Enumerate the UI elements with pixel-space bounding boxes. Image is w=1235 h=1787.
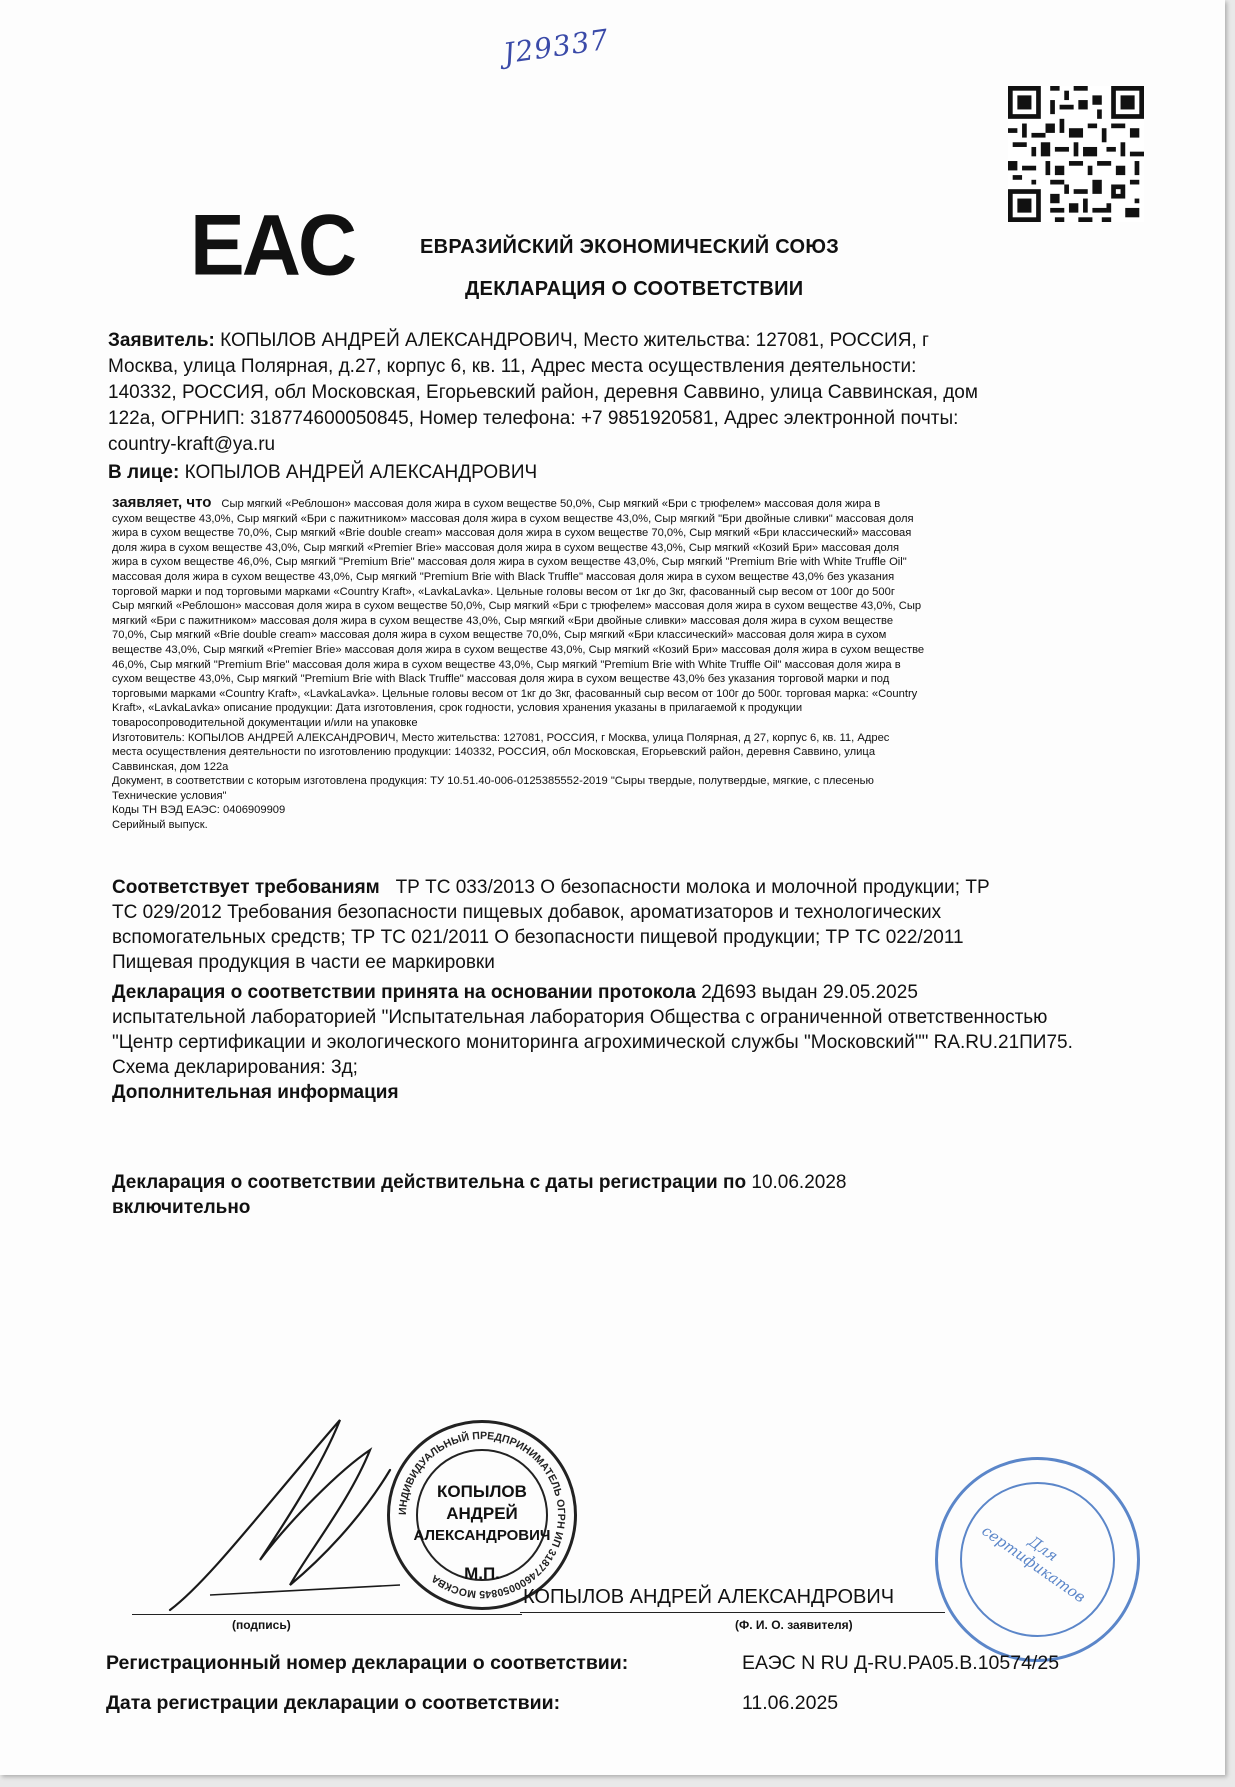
declares-line: мягкий «Бри с пажитником» массовая доля жира в сухом веществе 43,0%, Сыр мягкий «Бри двойные сливки» массовая доля жира в сухом веществе: [112, 614, 894, 627]
handwritten-number: J29337: [501, 22, 612, 71]
name-line: [520, 1612, 945, 1613]
manufacturer-label: Изготовитель:: [112, 731, 185, 744]
registration-date: 11.06.2025: [742, 1692, 839, 1714]
declares-line: сухом веществе 43,0%, Сыр мягкий «Бри с пажитником» массовая доля жира в сухом веществе 43,0%, Сыр мягкий "Бри двойные сливки" массовая доля: [112, 512, 914, 525]
applicant-line: КОПЫЛОВ АНДРЕЙ АЛЕКСАНДРОВИЧ, Место жительства: 127081, РОССИЯ, г: [220, 330, 929, 351]
basis-block: [112, 980, 1132, 1080]
blue-stamp: [935, 1457, 1140, 1662]
declares-line: Kraft», «LavkaLavka» описание продукции: Дата изготовления, срок годности, условия хранения указаны в прилагаемой к продукции: [112, 702, 803, 715]
validity-suffix: включительно: [112, 1197, 251, 1218]
serial-release: Серийный выпуск.: [112, 819, 208, 832]
declares-line: 70,0%, Сыр мягкий «Brie double cream» массовая доля жира в сухом веществе 70,0%, Сыр мягкий «Бри классический» массовая доля жира в сухом: [112, 629, 887, 642]
declares-line: сухом веществе 43,0%, Сыр мягкий "Premium Brie with Black Truffle" массовая доля жира в сухом веществе 43,0% без указания торговой марки и под: [112, 673, 890, 686]
basis-label: Декларация о соответствии принята на основании протокола: [112, 982, 696, 1003]
basis-line: Схема декларирования: 3д;: [112, 1057, 358, 1078]
representative-block: [108, 460, 1118, 486]
manufacturer-line: места осуществления деятельности по изготовлению продукции: 140332, РОССИЯ, обл Московская, Егорьевский район, деревня Саввино, улица: [112, 746, 876, 759]
validity-block: [112, 1170, 1132, 1220]
seal-mp: М.П.: [464, 1564, 500, 1583]
declares-label: заявляет, что: [112, 494, 212, 511]
blue-stamp-text: Для сертификатов: [978, 1521, 1089, 1607]
conformity-line: ТР ТС 033/2013 О безопасности молока и молочной продукции; ТР: [395, 877, 990, 898]
applicant-label: Заявитель:: [108, 330, 215, 351]
applicant-line: 140332, РОССИЯ, обл Московская, Егорьевский район, деревня Саввино, улица Саввинская, дом: [108, 382, 978, 403]
union-title: ЕВРАЗИЙСКИЙ ЭКОНОМИЧЕСКИЙ СОЮЗ: [420, 236, 840, 258]
basis-line: 2Д693 выдан 29.05.2025: [701, 982, 918, 1003]
registration-number-label: Регистрационный номер декларации о соответствии:: [106, 1652, 629, 1674]
eac-logo: EAC: [190, 197, 355, 294]
svg-text:ИНДИВИДУАЛЬНЫЙ ПРЕДПРИНИМАТЕЛЬ: ИНДИВИДУАЛЬНЫЙ ПРЕДПРИНИМАТЕЛЬ ОГРН ИП 318774600050845 МОСКВА: [396, 1429, 568, 1601]
applicant-line: 122а, ОГРНИП: 318774600050845, Номер телефона: +7 9851920581, Адрес электронной почты:: [108, 408, 959, 429]
registration-date-label: Дата регистрации декларации о соответствии:: [106, 1692, 561, 1714]
applicant-block: [108, 328, 1118, 458]
document-line: Технические условия": [112, 789, 227, 802]
declares-line: Сыр мягкий «Реблошон» массовая доля жира в сухом веществе 50,0%, Сыр мягкий «Бри с трюфелем» массовая доля жира в: [221, 498, 881, 510]
registration-number: ЕАЭС N RU Д-RU.РА05.В.10574/25: [742, 1652, 1060, 1674]
manufacturer-line: Саввинская, дом 122а: [112, 760, 229, 773]
declares-line: Сыр мягкий «Реблошон» массовая доля жира в сухом веществе 50,0%, Сыр мягкий «Бри с трюфелем» массовая доля жира в сухом веществе 43,0%, Сыр: [112, 600, 922, 613]
declares-line: жира в сухом веществе 70,0%, Сыр мягкий «Brie double cream» массовая доля жира в сухом веществе 70,0%, Сыр мягкий «Бри классический» массовая: [112, 527, 912, 540]
document-title: ДЕКЛАРАЦИЯ О СООТВЕТСТВИИ: [465, 278, 804, 300]
name-caption: (Ф. И. О. заявителя): [735, 1618, 853, 1632]
conformity-line: Пищевая продукция в части ее маркировки: [112, 952, 495, 973]
validity-date: 10.06.2028: [751, 1172, 847, 1193]
applicant-line: country-kraft@ya.ru: [108, 434, 276, 455]
seal-name-line: АНДРЕЙ: [446, 1504, 518, 1523]
conformity-block: [112, 875, 1132, 975]
basis-line: испытательной лабораторией "Испытательная лаборатория Общества с ограниченной ответственностью: [112, 1007, 1048, 1028]
declares-line: массовая доля жира в сухом веществе 43,0%, Сыр мягкий "Premium Brie with Black Truffle" массовая доля жира в сухом веществе 43,0% без указания: [112, 570, 895, 583]
applicant-name-signed: КОПЫЛОВ АНДРЕЙ АЛЕКСАНДРОВИЧ: [523, 1586, 895, 1608]
declares-line: 46,0%, Сыр мягкий "Premium Brie" массовая доля жира в сухом веществе 43,0%, Сыр мягкий "Premium Brie with White Truffle Oil" массовая доля жира в: [112, 658, 901, 671]
additional-info: [112, 1080, 1132, 1105]
qr-code-icon: [1008, 86, 1144, 222]
additional-info-label: Дополнительная информация: [112, 1082, 399, 1103]
declares-line: жира в сухом веществе 46,0%, Сыр мягкий "Premium Brie" массовая доля жира в сухом веществе 43,0%, Сыр мягкий "Premium Brie with White Truffle Oil": [112, 556, 907, 569]
declares-line: веществе 43,0%, Сыр мягкий «Premier Brie» массовая доля жира в сухом веществе 43,0%, Сыр мягкий «Козий Бри» массовая доля жира в сухом веществе: [112, 643, 925, 656]
document-line: Документ, в соответствии с которым изготовлена продукция: ТУ 10.51.40-006-0125385552-2019 "Сыры твердые, полутвердые, мягкие, с плесенью: [112, 775, 874, 788]
validity-label: Декларация о соответствии действительна с даты регистрации по: [112, 1172, 747, 1193]
signature-caption: (подпись): [232, 1618, 291, 1632]
conformity-label: Соответствует требованиям: [112, 877, 380, 898]
basis-line: "Центр сертификации и экологического мониторинга агрохимической службы "Московский"" RA.RU.21ПИ75.: [112, 1032, 1073, 1053]
declares-line: торговыми марками «Country Kraft», «LavkaLavka». Цельные головы весом от 1кг до 3кг, фасованный сыр весом от 100г до 500г. торговая марка: «Country: [112, 687, 918, 700]
representative-label: В лице:: [108, 462, 180, 483]
seal-stamp: [387, 1420, 577, 1610]
signature-line: [132, 1614, 522, 1615]
applicant-line: Москва, улица Полярная, д.27, корпус 6, кв. 11, Адрес места осуществления деятельности:: [108, 356, 917, 377]
representative-value: КОПЫЛОВ АНДРЕЙ АЛЕКСАНДРОВИЧ: [184, 462, 538, 483]
declares-line: товаросопроводительной документации и/или на упаковке: [112, 716, 418, 729]
declares-line: торговой марки и под торговыми марками «Country Kraft», «LavkaLavka». Цельные головы весом от 1кг до 3кг, фасованный сыр весом от 100г до 500г: [112, 585, 895, 598]
conformity-line: вспомогательных средств; ТР ТС 021/2011 О безопасности пищевой продукции; ТР ТС 022/2011: [112, 927, 964, 948]
conformity-line: ТС 029/2012 Требования безопасности пищевых добавок, ароматизаторов и технологических: [112, 902, 942, 923]
hs-codes: Коды ТН ВЭД ЕАЭС: 0406909909: [112, 804, 286, 817]
seal-name-line: АЛЕКСАНДРОВИЧ: [413, 1527, 551, 1544]
declares-line: доля жира в сухом веществе 43,0%, Сыр мягкий «Premier Brie» массовая доля жира в сухом веществе 43,0%, Сыр мягкий «Козий Бри» массовая доля: [112, 541, 900, 554]
manufacturer-line: КОПЫЛОВ АНДРЕЙ АЛЕКСАНДРОВИЧ, Место жительства: 127081, РОССИЯ, г Москва, улица Полярная, д 27, корпус 6, кв. 11, Адрес: [187, 731, 890, 744]
seal-name-line: КОПЫЛОВ: [437, 1482, 527, 1501]
declaration-body: [112, 496, 1117, 833]
